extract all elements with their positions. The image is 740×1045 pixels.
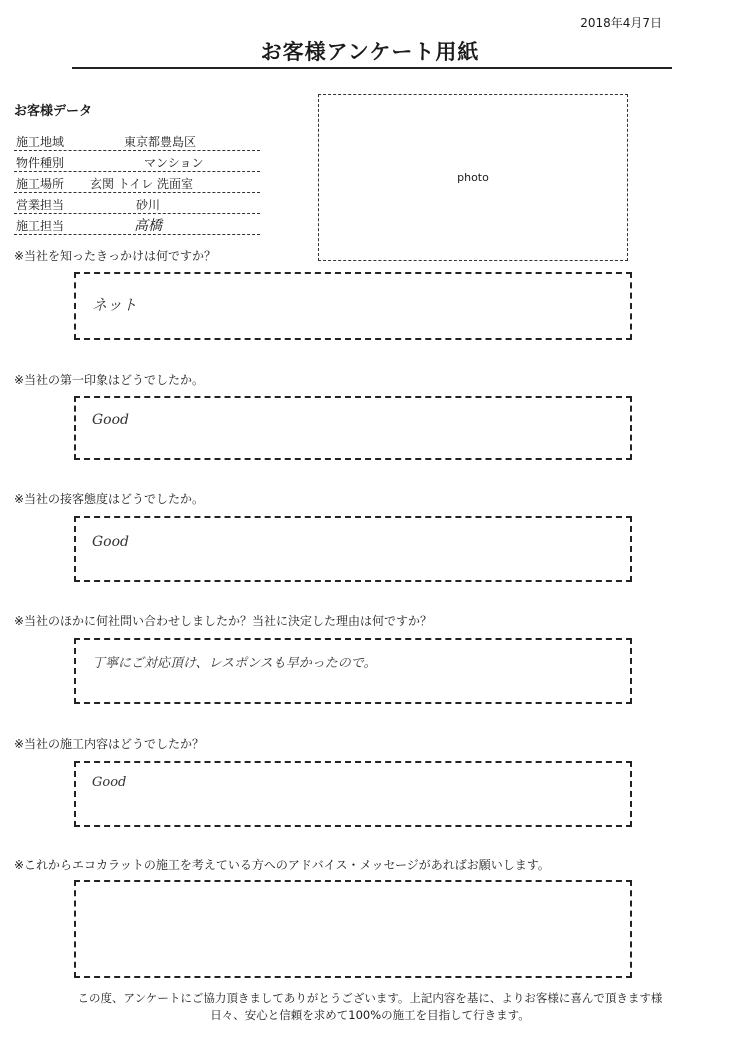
page-title: お客様アンケート用紙 — [260, 40, 480, 64]
sales-rep-value: 砂川 — [136, 198, 161, 212]
customer-data-row-sales-rep — [14, 193, 260, 214]
answer-box-6 — [74, 880, 632, 978]
property-type-label: 物件種別 — [16, 156, 65, 170]
question-6: ※これからエコカラットの施工を考えている方へのアドバイス・メッセージがあればお願いします。 — [14, 858, 550, 872]
area-label: 施工地域 — [16, 135, 65, 149]
question-1: ※当社を知ったきっかけは何ですか？ — [14, 249, 217, 263]
footer-message — [0, 990, 740, 1024]
question-5: ※当社の施工内容はどうでしたか？ — [14, 737, 205, 751]
customer-data-heading: お客様データ — [14, 104, 93, 119]
answer-5: Good — [92, 775, 127, 790]
installer-value: 高橋 — [134, 218, 162, 234]
customer-data-table — [14, 130, 260, 235]
question-3: ※当社の接客態度はどうでしたか。 — [14, 492, 205, 506]
customer-data-row-property-type — [14, 151, 260, 172]
answer-1: ネット — [92, 296, 138, 314]
answer-3: Good — [92, 534, 130, 550]
installer-label: 施工担当 — [16, 219, 65, 233]
question-2: ※当社の第一印象はどうでしたか。 — [14, 373, 205, 387]
property-type-value: マンション — [144, 156, 204, 170]
photo-label: photo — [457, 171, 489, 184]
survey-date: 2018年4月7日 — [580, 16, 662, 30]
photo-placeholder — [318, 94, 628, 261]
answer-box-4 — [74, 638, 632, 704]
question-4: ※当社のほかに何社問い合わせしましたか？当社に決定した理由は何ですか？ — [14, 614, 433, 628]
title-underline — [72, 67, 672, 69]
answer-2: Good — [92, 412, 130, 428]
location-label: 施工場所 — [16, 177, 65, 191]
answer-box-1 — [74, 272, 632, 340]
answer-box-5 — [74, 761, 632, 827]
footer-line-2: 日々、安心と信頼を求めて100%の施工を目指して行きます。 — [210, 1008, 530, 1022]
sales-rep-label: 営業担当 — [16, 198, 65, 212]
location-value: 玄関 トイレ 洗面室 — [90, 177, 194, 191]
answer-box-3 — [74, 516, 632, 582]
footer-line-1: この度、アンケートにご協力頂きましてありがとうございます。上記内容を基に、よりお客様に喜んで頂きます様 — [77, 991, 663, 1005]
area-value: 東京都豊島区 — [124, 135, 197, 149]
customer-data-row-installer — [14, 214, 260, 235]
customer-data-row-location — [14, 172, 260, 193]
customer-data-row-area — [14, 130, 260, 151]
answer-box-2 — [74, 396, 632, 460]
answer-4: 丁寧にご対応頂け、レスポンスも早かったので。 — [92, 656, 377, 671]
